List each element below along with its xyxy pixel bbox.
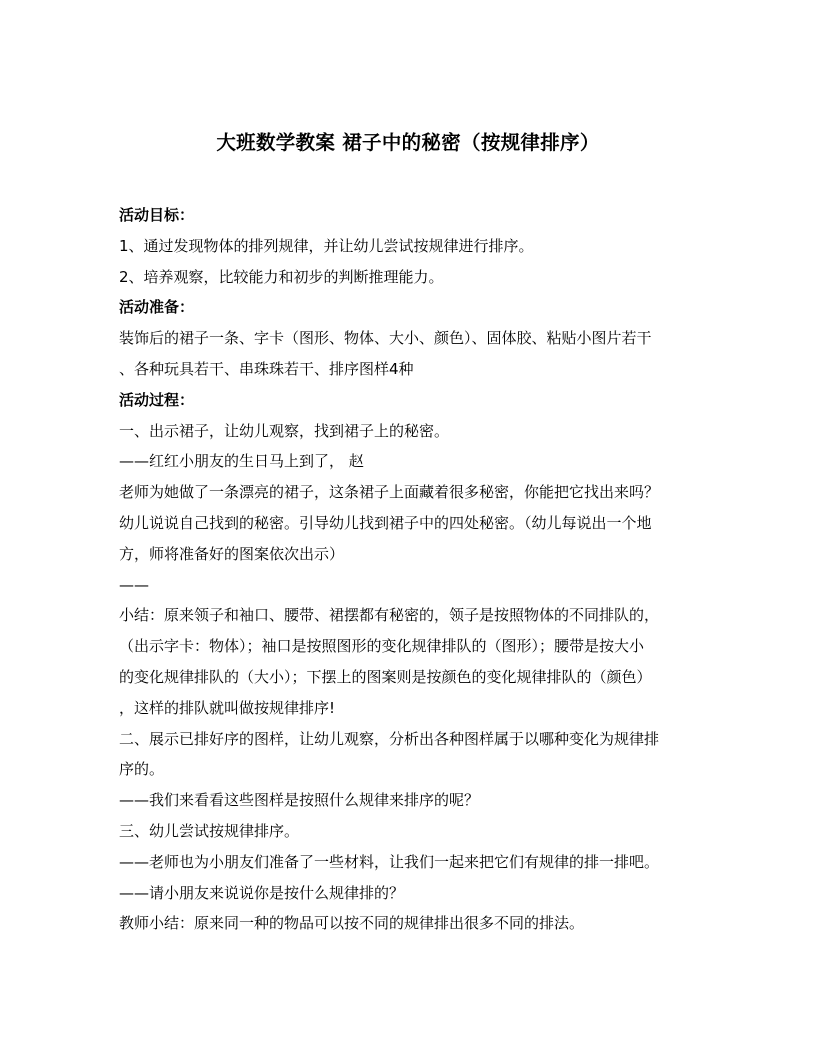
section-heading: 活动目标： xyxy=(119,206,195,224)
paragraph-line: 三、幼儿尝试按规律排序。 xyxy=(119,821,300,840)
section-heading: 活动准备： xyxy=(119,298,195,317)
paragraph-line: 装饰后的裙子一条、字卡（图形、物体、大小、颜色）、固体胶、粘贴小图片若干 xyxy=(119,329,652,348)
paragraph-line: 小结：原来领子和袖口、腰带、裙摆都有秘密的，领子是按照物体的不同排队的， xyxy=(119,606,660,625)
paragraph-line: ——我们来看看这些图样是按照什么规律来排序的呢？ xyxy=(119,791,480,810)
paragraph-line: ——请小朋友来说说你是按什么规律排的？ xyxy=(119,883,405,902)
paragraph-line: （出示字卡：物体）；袖口是按照图形的变化规律排队的（图形）；腰带是按大小 xyxy=(119,637,645,656)
paragraph-line: 2、培养观察，比较能力和初步的判断推理能力。 xyxy=(119,267,444,286)
paragraph-line: 幼儿说说自己找到的秘密。引导幼儿找到裙子中的四处秘密。（幼儿每说出一个地 xyxy=(119,513,652,532)
paragraph-line: 、各种玩具若干、串珠珠若干、排序图样4种 xyxy=(119,359,414,378)
paragraph-line: 1、通过发现物体的排列规律，并让幼儿尝试按规律进行排序。 xyxy=(119,236,534,255)
paragraph-line: ——红红小朋友的生日马上到了， 赵 xyxy=(119,452,364,471)
paragraph-line: 方，师将准备好的图案依次出示） xyxy=(119,544,345,563)
paragraph-line: ，这样的排队就叫做按规律排序! xyxy=(119,698,336,717)
paragraph-line: 二、展示已排好序的图样，让幼儿观察，分析出各种图样属于以哪种变化为规律排 xyxy=(119,729,660,748)
section-heading: 活动过程： xyxy=(119,390,195,409)
paragraph-line: 老师为她做了一条漂亮的裙子，这条裙子上面藏着很多秘密，你能把它找出来吗？ xyxy=(119,483,660,502)
paragraph-line: 一、出示裙子，让幼儿观察，找到裙子上的秘密。 xyxy=(119,421,450,440)
paragraph-line: ——老师也为小朋友们准备了一些材料，让我们一起来把它们有规律的排一排吧。 xyxy=(119,852,660,871)
document-body xyxy=(119,200,704,939)
paragraph-line: 的变化规律排队的（大小）；下摆上的图案则是按颜色的变化规律排队的（颜色） xyxy=(119,667,652,686)
paragraph-line: —— xyxy=(119,575,149,594)
paragraph-line: 序的。 xyxy=(119,760,165,779)
paragraph-line: 教师小结：原来同一种的物品可以按不同的规律排出很多不同的排法。 xyxy=(119,914,585,933)
document-title: 大班数学教案 裙子中的秘密（按规律排序） xyxy=(216,131,600,154)
